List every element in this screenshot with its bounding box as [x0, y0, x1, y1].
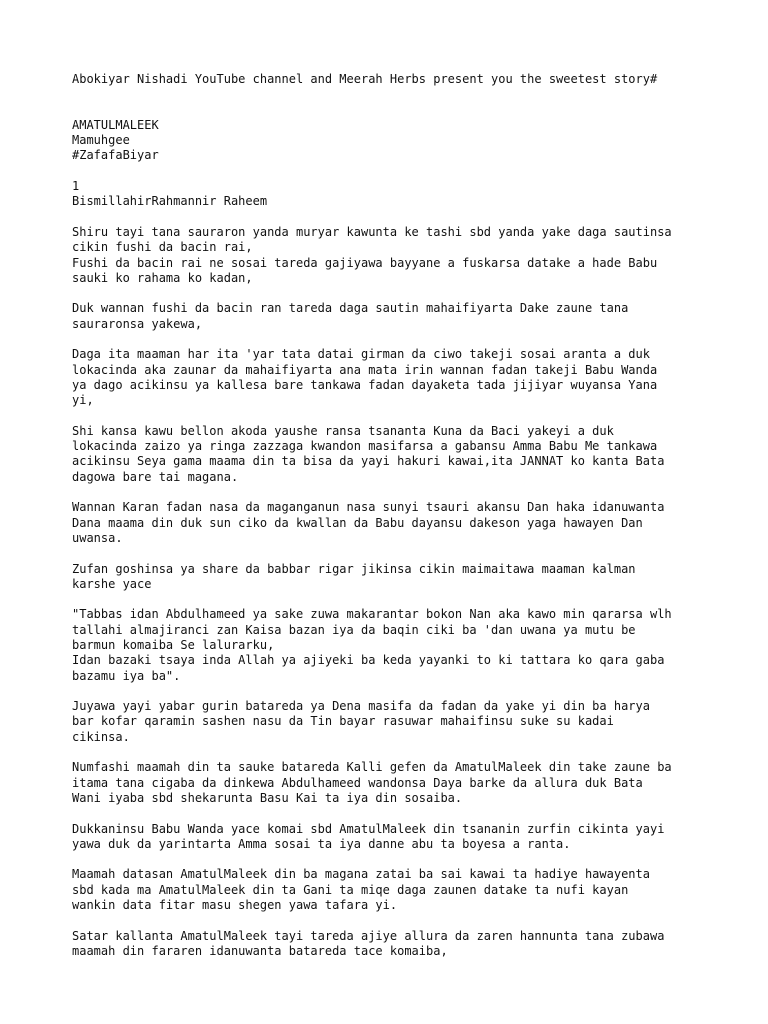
paragraph: "Tabbas idan Abdulhameed ya sake zuwa makarantar bokon Nan aka kawo min qararsa wlh tallahi almajiranci zan Kaisa bazan iya da baqin ciki ba 'dan uwana ya mutu be barmun komaiba Se lalurarku, Idan bazaki tsaya inda Allah ya ajiyeki ba keda yayanki to ki tattara ko qara gaba bazamu iya ba". [72, 607, 672, 683]
paragraph: Shi kansa kawu bellon akoda yaushe ransa tsananta Kuna da Baci yakeyi a duk lokacinda zaizo ya ringa zazzaga kwandon masifarsa a gabansu Amma Babu Me tankawa acikinsu Seya gama maama din ta bisa da yayi hakuri kawai,ita JANNAT ko kanta Bata dagowa bare tai magana. [72, 423, 665, 484]
chapter-number: 1 [72, 179, 80, 194]
paragraph: Zufan goshinsa ya share da babbar rigar jikinsa cikin maimaitawa maaman kalman karshe yace [72, 561, 636, 591]
document-page [72, 72, 712, 975]
paragraph: Daga ita maaman har ita 'yar tata datai girman da ciwo takeji sosai aranta a duk lokacinda aka zaunar da mahaifiyarta ana mata irin wannan fadan takeji Babu Wanda ya dago acikinsu ya kallesa bare tankawa fadan dayaketa tada jijiyar wuyansa Yana yi, [72, 347, 658, 408]
spacer [72, 210, 712, 225]
paragraph: Maamah datasan AmatulMaleek din ba magana zatai ba sai kawai ta hadiye hawayenta sbd kada ma AmatulMaleek din ta Gani ta miqe daga zaunen datake ta nufi kayan wankin data fitar masu shegen yawa tafara yi. [72, 867, 650, 913]
spacer [72, 87, 712, 118]
header-line: Abokiyar Nishadi YouTube channel and Meerah Herbs present you the sweetest story# [72, 72, 658, 86]
paragraph: Numfashi maamah din ta sauke batareda Kalli gefen da AmatulMaleek din take zaune ba itama tana cigaba da dinkewa Abdulhameed wandonsa Daya barke da allura duk Bata Wani iyaba sbd shekarunta Basu Kai ta iya din sosaiba. [72, 760, 672, 805]
paragraph: Duk wannan fushi da bacin ran tareda daga sautin mahaifiyarta Dake zaune tana sauraronsa yakewa, [72, 301, 629, 331]
chapter-opening: BismillahirRahmannir Raheem [72, 194, 268, 209]
story-hashtag: #ZafafaBiyar [72, 148, 159, 163]
paragraph: Dukkaninsu Babu Wanda yace komai sbd AmatulMaleek din tsananin zurfin cikinta yayi yawa duk da yarintarta Amma sosai ta iya danne abu ta boyesa a ranta. [72, 821, 665, 851]
paragraph: Shiru tayi tana sauraron yanda muryar kawunta ke tashi sbd yanda yake daga sautinsa cikin fushi da bacin rai, Fushi da bacin rai ne sosai tareda gajiyawa bayyane a fuskarsa datake a hade Babu sauki ko rahama ko kadan, [72, 224, 672, 285]
paragraph: Satar kallanta AmatulMaleek tayi tareda ajiye allura da zaren hannunta tana zubawa maamah din fararen idanuwanta batareda tace komaiba, [72, 928, 665, 958]
spacer [72, 164, 712, 179]
paragraph: Juyawa yayi yabar gurin batareda ya Dena masifa da fadan da yake yi din ba harya bar kofar qaramin sashen nasu da Tin bayar rasuwar mahaifinsu suke su kadai cikinsa. [72, 699, 650, 744]
paragraph: Wannan Karan fadan nasa da maganganun nasa sunyi tsauri akansu Dan haka idanuwanta Dana maama din duk sun ciko da kwallan da Babu dayansu dakeson yaga hawayen Dan uwansa. [72, 500, 665, 545]
story-title: AMATULMALEEK [72, 117, 159, 132]
story-author: Mamuhgee [72, 133, 130, 148]
